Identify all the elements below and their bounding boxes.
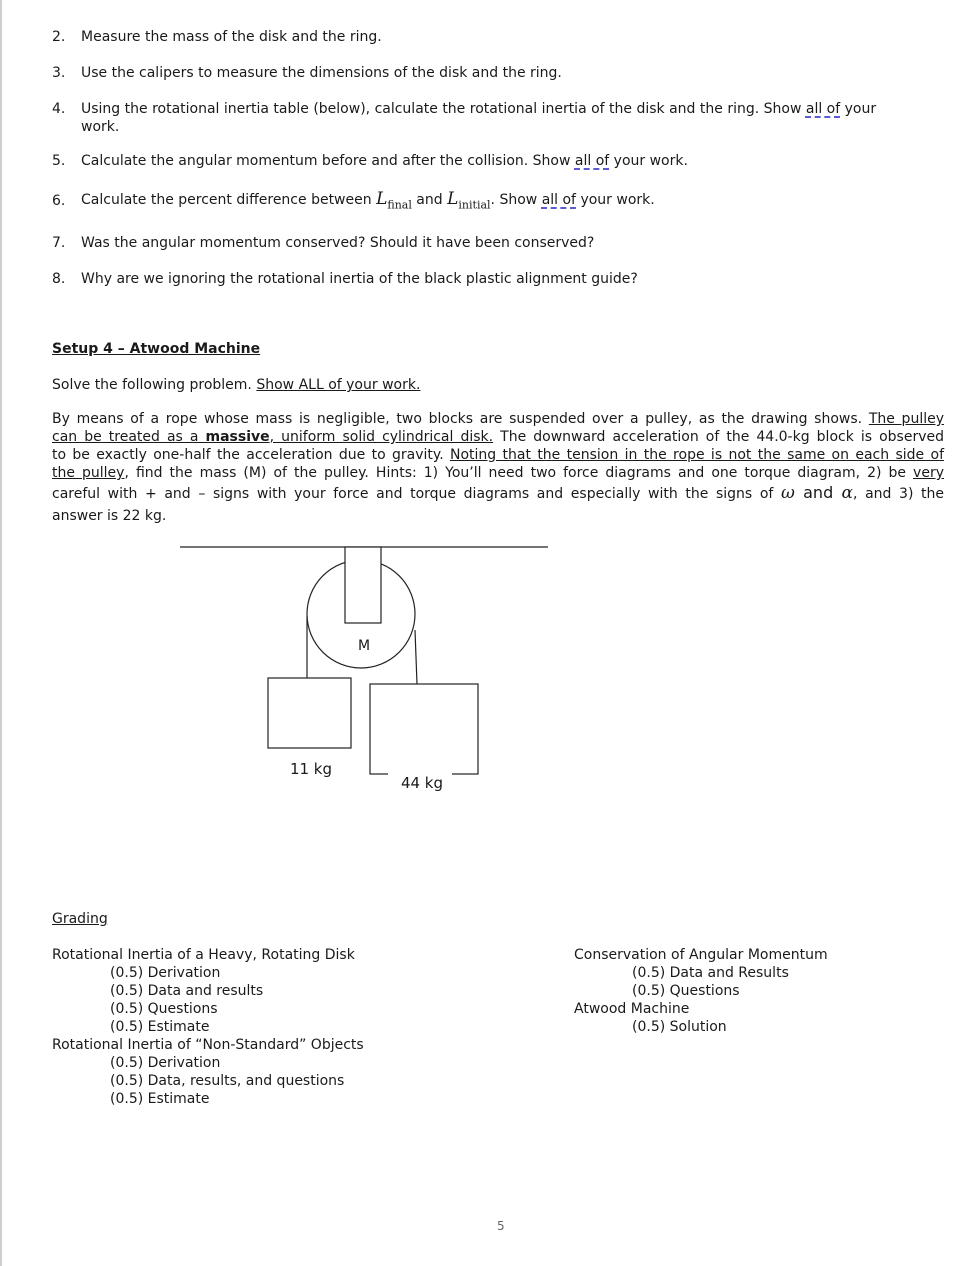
question-number: 6. <box>52 193 66 209</box>
text-run: your <box>840 101 877 117</box>
grading-category-title: Rotational Inertia of a Heavy, Rotating Disk <box>52 947 355 963</box>
left-block-label: 11 kg <box>289 760 333 778</box>
question-text: Measure the mass of the disk and the ring. <box>81 29 382 45</box>
l-initial-symbol: $L_{initial}$ <box>447 189 491 212</box>
text-run: Calculate the percent difference between <box>81 192 377 208</box>
question-number: 2. <box>52 29 66 45</box>
question-text-continued: work. <box>81 119 120 135</box>
grading-item: (0.5) Data, results, and questions <box>110 1073 345 1089</box>
problem-line: careful with + and – signs with your force and torque diagrams and especially with the signs of ω and α, and 3) the <box>52 483 945 503</box>
question-number: 5. <box>52 153 66 169</box>
grading-left-column <box>52 946 364 1108</box>
pulley-bracket <box>345 547 381 623</box>
text-run: Solve the following problem. <box>52 377 257 393</box>
text-run: and <box>411 192 448 208</box>
grading-item: (0.5) Derivation <box>110 1055 221 1071</box>
right-block <box>370 684 478 774</box>
grading-item: (0.5) Derivation <box>110 965 221 981</box>
problem-line: to be exactly one-half the acceleration due to gravity. Noting that the tension in the rope is not the same on each side of <box>52 447 945 463</box>
grading-category-title: Atwood Machine <box>574 1001 690 1017</box>
grading-item: (0.5) Questions <box>110 1001 218 1017</box>
problem-line: can be treated as a massive, uniform solid cylindrical disk. The downward acceleration of the 44.0-kg block is observed <box>52 429 945 445</box>
l-final-symbol: $L_{final}$ <box>376 189 412 212</box>
right-rope <box>415 630 417 684</box>
grading-right-column <box>574 946 828 1036</box>
grading-item: (0.5) Data and Results <box>632 965 789 981</box>
text-run: Using the rotational inertia table (below), calculate the rotational inertia of the disk and the ring. Show <box>81 101 806 117</box>
question-number: 8. <box>52 271 66 287</box>
problem-line: the pulley, find the mass (M) of the pulley. Hints: 1) You’ll need two force diagrams and one torque diagram, 2) be very <box>52 465 944 481</box>
underlined-text: Show ALL of your work. <box>256 377 421 393</box>
grading-item: (0.5) Estimate <box>110 1091 210 1107</box>
text-run: Calculate the angular momentum before and after the collision. Show <box>81 153 575 169</box>
question-text: Was the angular momentum conserved? Should it have been conserved? <box>81 235 595 251</box>
grading-item: (0.5) Questions <box>632 983 740 999</box>
text-run: your work. <box>576 192 655 208</box>
grading-category-title: Rotational Inertia of “Non-Standard” Objects <box>52 1037 364 1053</box>
grading-item: (0.5) Data and results <box>110 983 264 999</box>
right-block-label: 44 kg <box>400 774 444 792</box>
page-number: 5 <box>497 1219 505 1233</box>
question-text: Why are we ignoring the rotational inertia of the black plastic alignment guide? <box>81 271 638 287</box>
question-number: 4. <box>52 101 66 117</box>
grading-item: (0.5) Solution <box>632 1019 727 1035</box>
problem-line: By means of a rope whose mass is negligible, two blocks are suspended over a pulley, as the drawing shows. The pulley <box>52 411 944 427</box>
question-number: 3. <box>52 65 66 81</box>
left-block <box>268 678 351 748</box>
alpha-symbol: α <box>841 483 853 503</box>
grading-item: (0.5) Estimate <box>110 1019 210 1035</box>
grading-category-title: Conservation of Angular Momentum <box>574 947 828 963</box>
grading-heading: Grading <box>52 911 108 927</box>
spellcheck-text: all of <box>805 101 841 117</box>
question-text: Use the calipers to measure the dimensions of the disk and the ring. <box>81 65 562 81</box>
omega-symbol: ω <box>780 483 795 503</box>
text-run: your work. <box>609 153 688 169</box>
section-heading: Setup 4 – Atwood Machine <box>52 341 261 357</box>
problem-line: answer is 22 kg. <box>52 508 167 524</box>
spellcheck-text: all of <box>541 192 576 208</box>
pulley-label: M <box>357 638 371 654</box>
question-number: 7. <box>52 235 66 251</box>
spellcheck-text: all of <box>574 153 610 169</box>
text-run: . Show <box>490 192 542 208</box>
